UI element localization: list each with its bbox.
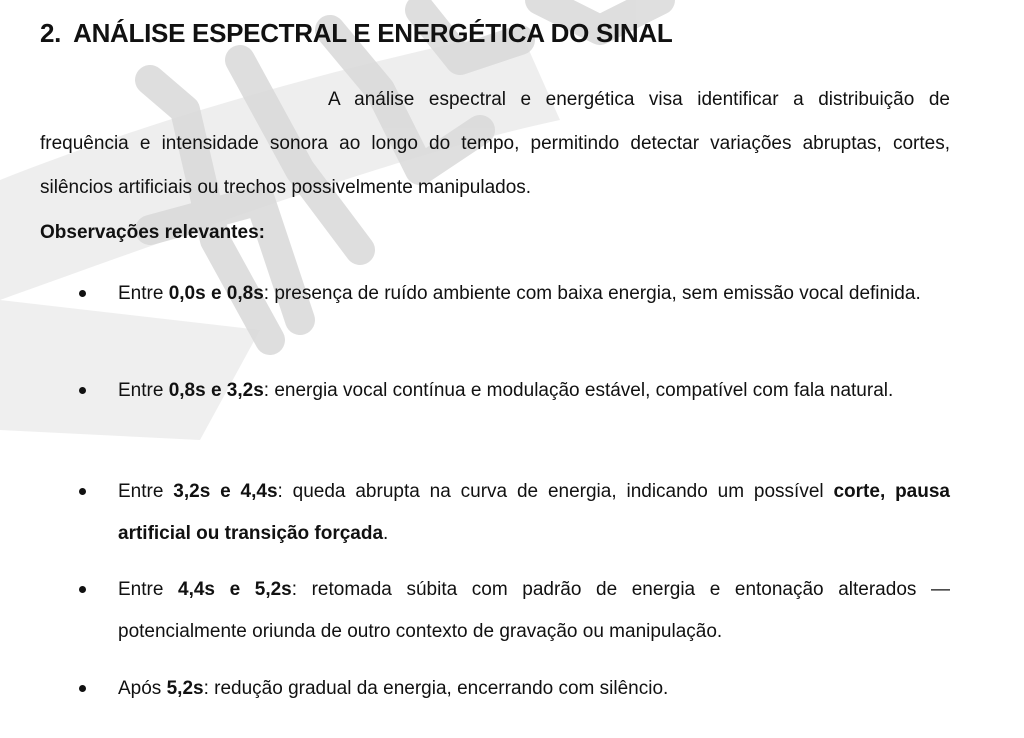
time-range: 4,4s e 5,2s (178, 579, 292, 600)
bullet-icon (79, 685, 86, 692)
item-text: : retomada súbita com padrão de energia e entonação alterados — potencialmente oriunda de outro contexto de gravação ou manipulação. (118, 579, 950, 642)
time-range: 5,2s (166, 678, 204, 699)
bullet-icon (79, 387, 86, 394)
bullet-icon (79, 586, 86, 593)
section-title: ANÁLISE ESPECTRAL E ENERGÉTICA DO SINAL (73, 18, 673, 48)
section-heading (40, 18, 672, 49)
list-item (118, 668, 950, 710)
item-prefix: Após (118, 678, 167, 699)
intro-text: A análise espectral e energética visa identificar a distribuição de frequência e intensidade sonora ao longo do tempo, permitindo detectar variações abruptas, cortes, silêncios artificiais ou trechos possivelmente manipulados. (40, 89, 950, 198)
item-prefix: Entre (118, 380, 169, 401)
list-item (118, 370, 950, 412)
time-range: 3,2s e 4,4s (173, 481, 278, 502)
item-suffix: . (383, 523, 389, 544)
observations-label: Observações relevantes: (40, 222, 265, 243)
list-item (118, 471, 950, 555)
bullet-icon (79, 488, 86, 495)
list-item (118, 273, 950, 315)
item-prefix: Entre (118, 481, 174, 502)
item-text: : redução gradual da energia, encerrando com silêncio. (203, 678, 669, 699)
item-text: : presença de ruído ambiente com baixa energia, sem emissão vocal definida. (263, 283, 921, 304)
bullet-icon (79, 290, 86, 297)
section-number: 2. (40, 18, 62, 48)
item-prefix: Entre (118, 283, 169, 304)
time-range: 0,8s e 3,2s (168, 380, 264, 401)
list-item (118, 569, 950, 653)
intro-paragraph (40, 78, 950, 210)
time-range: 0,0s e 0,8s (168, 283, 264, 304)
item-prefix: Entre (118, 579, 179, 600)
item-text: : queda abrupta na curva de energia, indicando um possível (277, 481, 834, 502)
item-text: : energia vocal contínua e modulação estável, compatível com fala natural. (263, 380, 894, 401)
emphasis-text: corte, pausa artificial ou transição forçada (118, 481, 950, 544)
